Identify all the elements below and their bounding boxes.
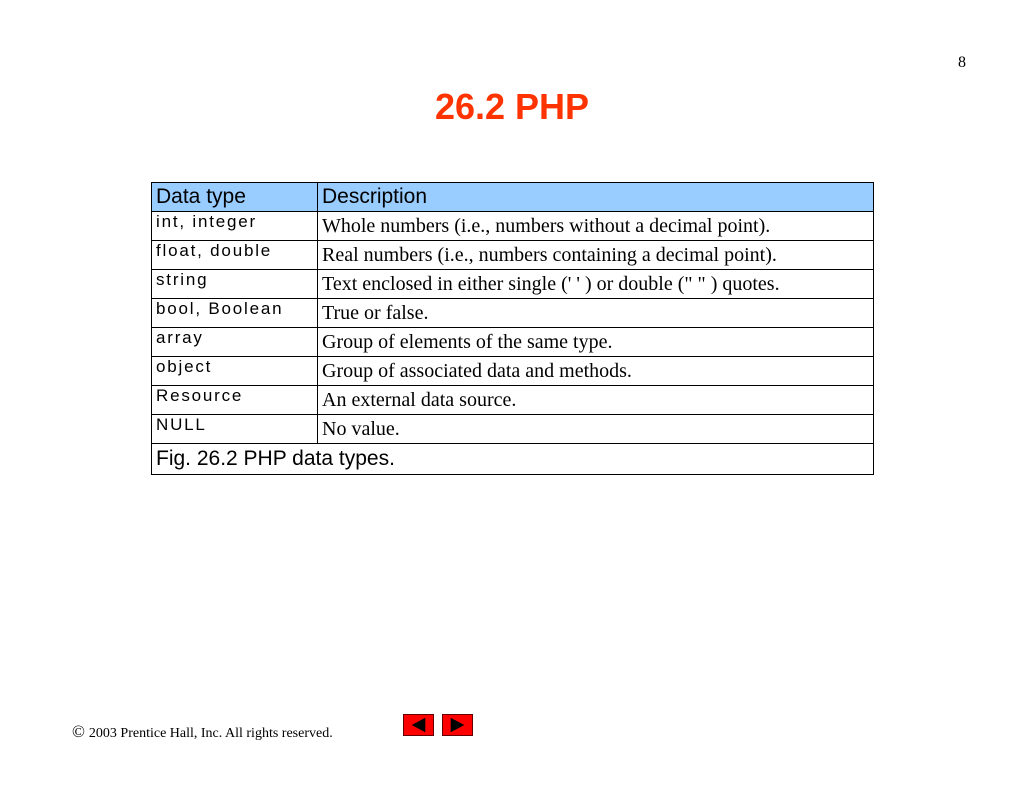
right-arrow-icon xyxy=(443,715,472,735)
row-description: An external data source. xyxy=(318,386,874,415)
copyright-text: 2003 Prentice Hall, Inc. All rights reserved. xyxy=(88,726,333,741)
row-type: float, double xyxy=(152,241,318,270)
row-description: Text enclosed in either single (' ' ) or double (" " ) quotes. xyxy=(318,270,874,299)
row-description: True or false. xyxy=(318,299,874,328)
row-type: bool, Boolean xyxy=(152,299,318,328)
row-description: Group of elements of the same type. xyxy=(318,328,874,357)
table-row xyxy=(152,212,874,241)
table-header-row xyxy=(152,183,874,212)
copyright-notice xyxy=(72,722,333,742)
page-number: 8 xyxy=(958,54,966,71)
row-description: Whole numbers (i.e., numbers without a decimal point). xyxy=(318,212,874,241)
table-row xyxy=(152,299,874,328)
table-row xyxy=(152,415,874,444)
header-description: Description xyxy=(318,183,874,212)
row-type: array xyxy=(152,328,318,357)
header-data-type: Data type xyxy=(152,183,318,212)
row-description: Group of associated data and methods. xyxy=(318,357,874,386)
row-type: object xyxy=(152,357,318,386)
table-row xyxy=(152,270,874,299)
copyright-symbol: © xyxy=(72,722,85,741)
table-caption-row xyxy=(152,444,874,475)
row-type: Resource xyxy=(152,386,318,415)
slide-title: 26.2 PHP xyxy=(434,86,590,127)
data-types-table xyxy=(151,182,874,475)
row-description: Real numbers (i.e., numbers containing a decimal point). xyxy=(318,241,874,270)
left-arrow-icon xyxy=(404,715,433,735)
row-type: NULL xyxy=(152,415,318,444)
next-slide-button[interactable] xyxy=(442,714,473,736)
row-type: string xyxy=(152,270,318,299)
table-row xyxy=(152,386,874,415)
table-row xyxy=(152,241,874,270)
table-row xyxy=(152,357,874,386)
previous-slide-button[interactable] xyxy=(403,714,434,736)
table-caption: Fig. 26.2 PHP data types. xyxy=(152,444,874,475)
row-description: No value. xyxy=(318,415,874,444)
table-row xyxy=(152,328,874,357)
row-type: int, integer xyxy=(152,212,318,241)
